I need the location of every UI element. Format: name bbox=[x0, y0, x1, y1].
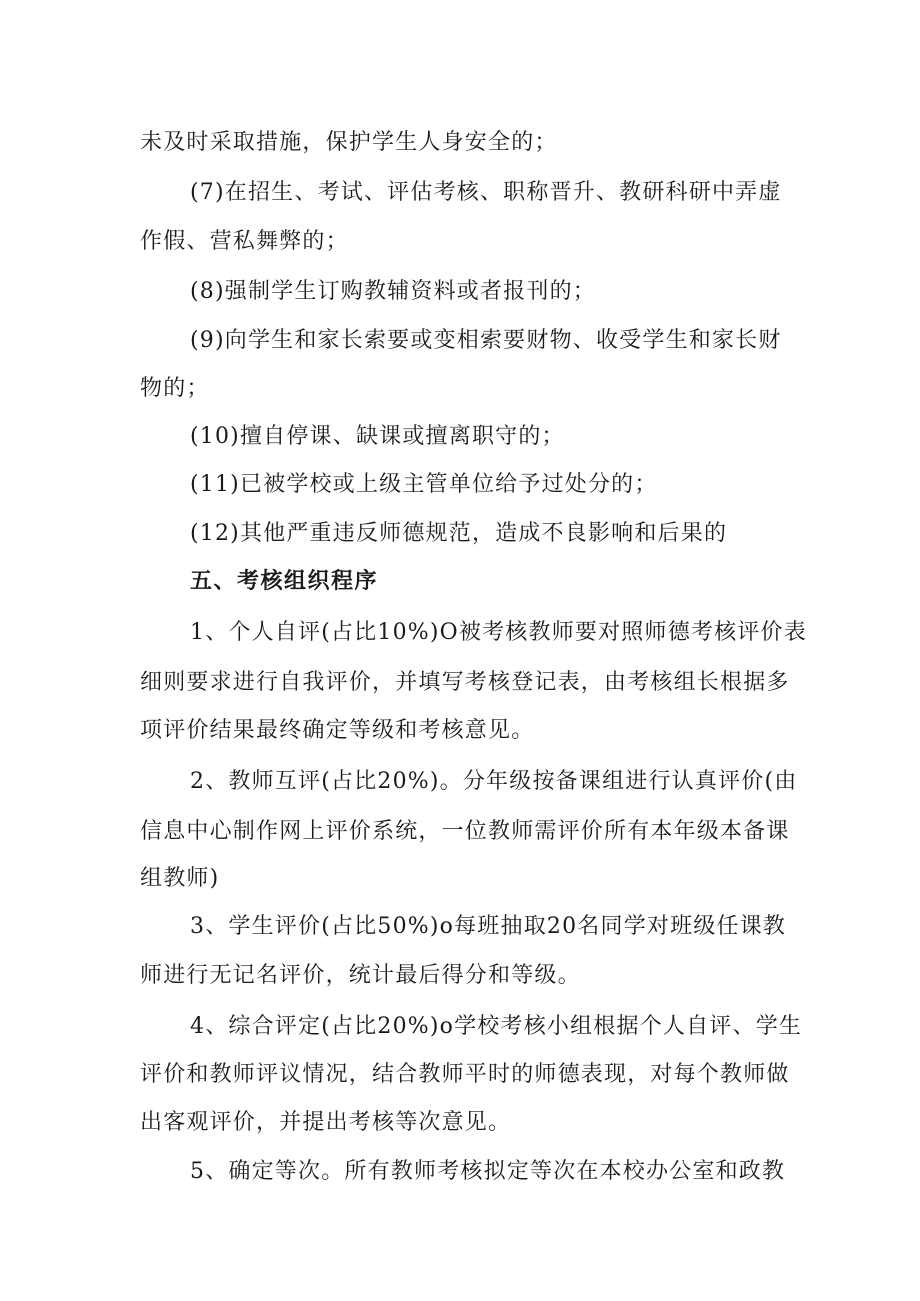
list-item-7: (7)在招生、考试、评估考核、职称晋升、教研科研中弄虚 bbox=[190, 180, 782, 205]
list-item-11: (11)已被学校或上级主管单位给予过处分的； bbox=[190, 472, 658, 497]
section-heading: 五、考核组织程序 bbox=[190, 569, 379, 594]
list-item-12: (12)其他严重违反师德规范，造成不良影响和后果的 bbox=[190, 521, 728, 546]
text-line: 作假、营私舞弊的； bbox=[140, 229, 349, 254]
paragraph-3-line: 师进行无记名评价，统计最后得分和等级。 bbox=[140, 963, 581, 988]
paragraph-3-line: 3、学生评价(占比50%)o每班抽取20名同学对班级任课教 bbox=[190, 914, 787, 939]
list-item-9: (9)向学生和家长索要或变相索要财物、收受学生和家长财 bbox=[190, 328, 782, 353]
list-item-8: (8)强制学生订购教辅资料或者报刊的； bbox=[190, 279, 596, 304]
paragraph-4-line: 4、综合评定(占比20%)o学校考核小组根据个人自评、学生 bbox=[190, 1014, 803, 1039]
paragraph-5-line: 5、确定等次。所有教师考核拟定等次在本校办公室和政教 bbox=[190, 1159, 786, 1184]
paragraph-1-line: 细则要求进行自我评价，并填写考核登记表，由考核组长根据多 bbox=[140, 670, 790, 695]
paragraph-4-line: 评价和教师评议情况，结合教师平时的师德表现，对每个教师做 bbox=[140, 1062, 790, 1087]
paragraph-2-line: 信息中心制作网上评价系统，一位教师需评价所有本年级本备课 bbox=[140, 819, 790, 844]
paragraph-1-line: 项评价结果最终确定等级和考核意见。 bbox=[140, 718, 535, 743]
paragraph-2-line: 组教师) bbox=[140, 866, 220, 891]
paragraph-2-line: 2、教师互评(占比20%)。分年级按备课组进行认真评价(由 bbox=[190, 769, 798, 794]
paragraph-1-line: 1、个人自评(占比10%)O被考核教师要对照师德考核评价表 bbox=[190, 620, 807, 645]
paragraph-4-line: 出客观评价，并提出考核等次意见。 bbox=[140, 1110, 512, 1135]
text-line: 物的； bbox=[140, 376, 210, 401]
list-item-10: (10)擅自停课、缺课或擅离职守的； bbox=[190, 424, 565, 449]
text-line: 未及时采取措施，保护学生人身安全的； bbox=[140, 130, 558, 155]
